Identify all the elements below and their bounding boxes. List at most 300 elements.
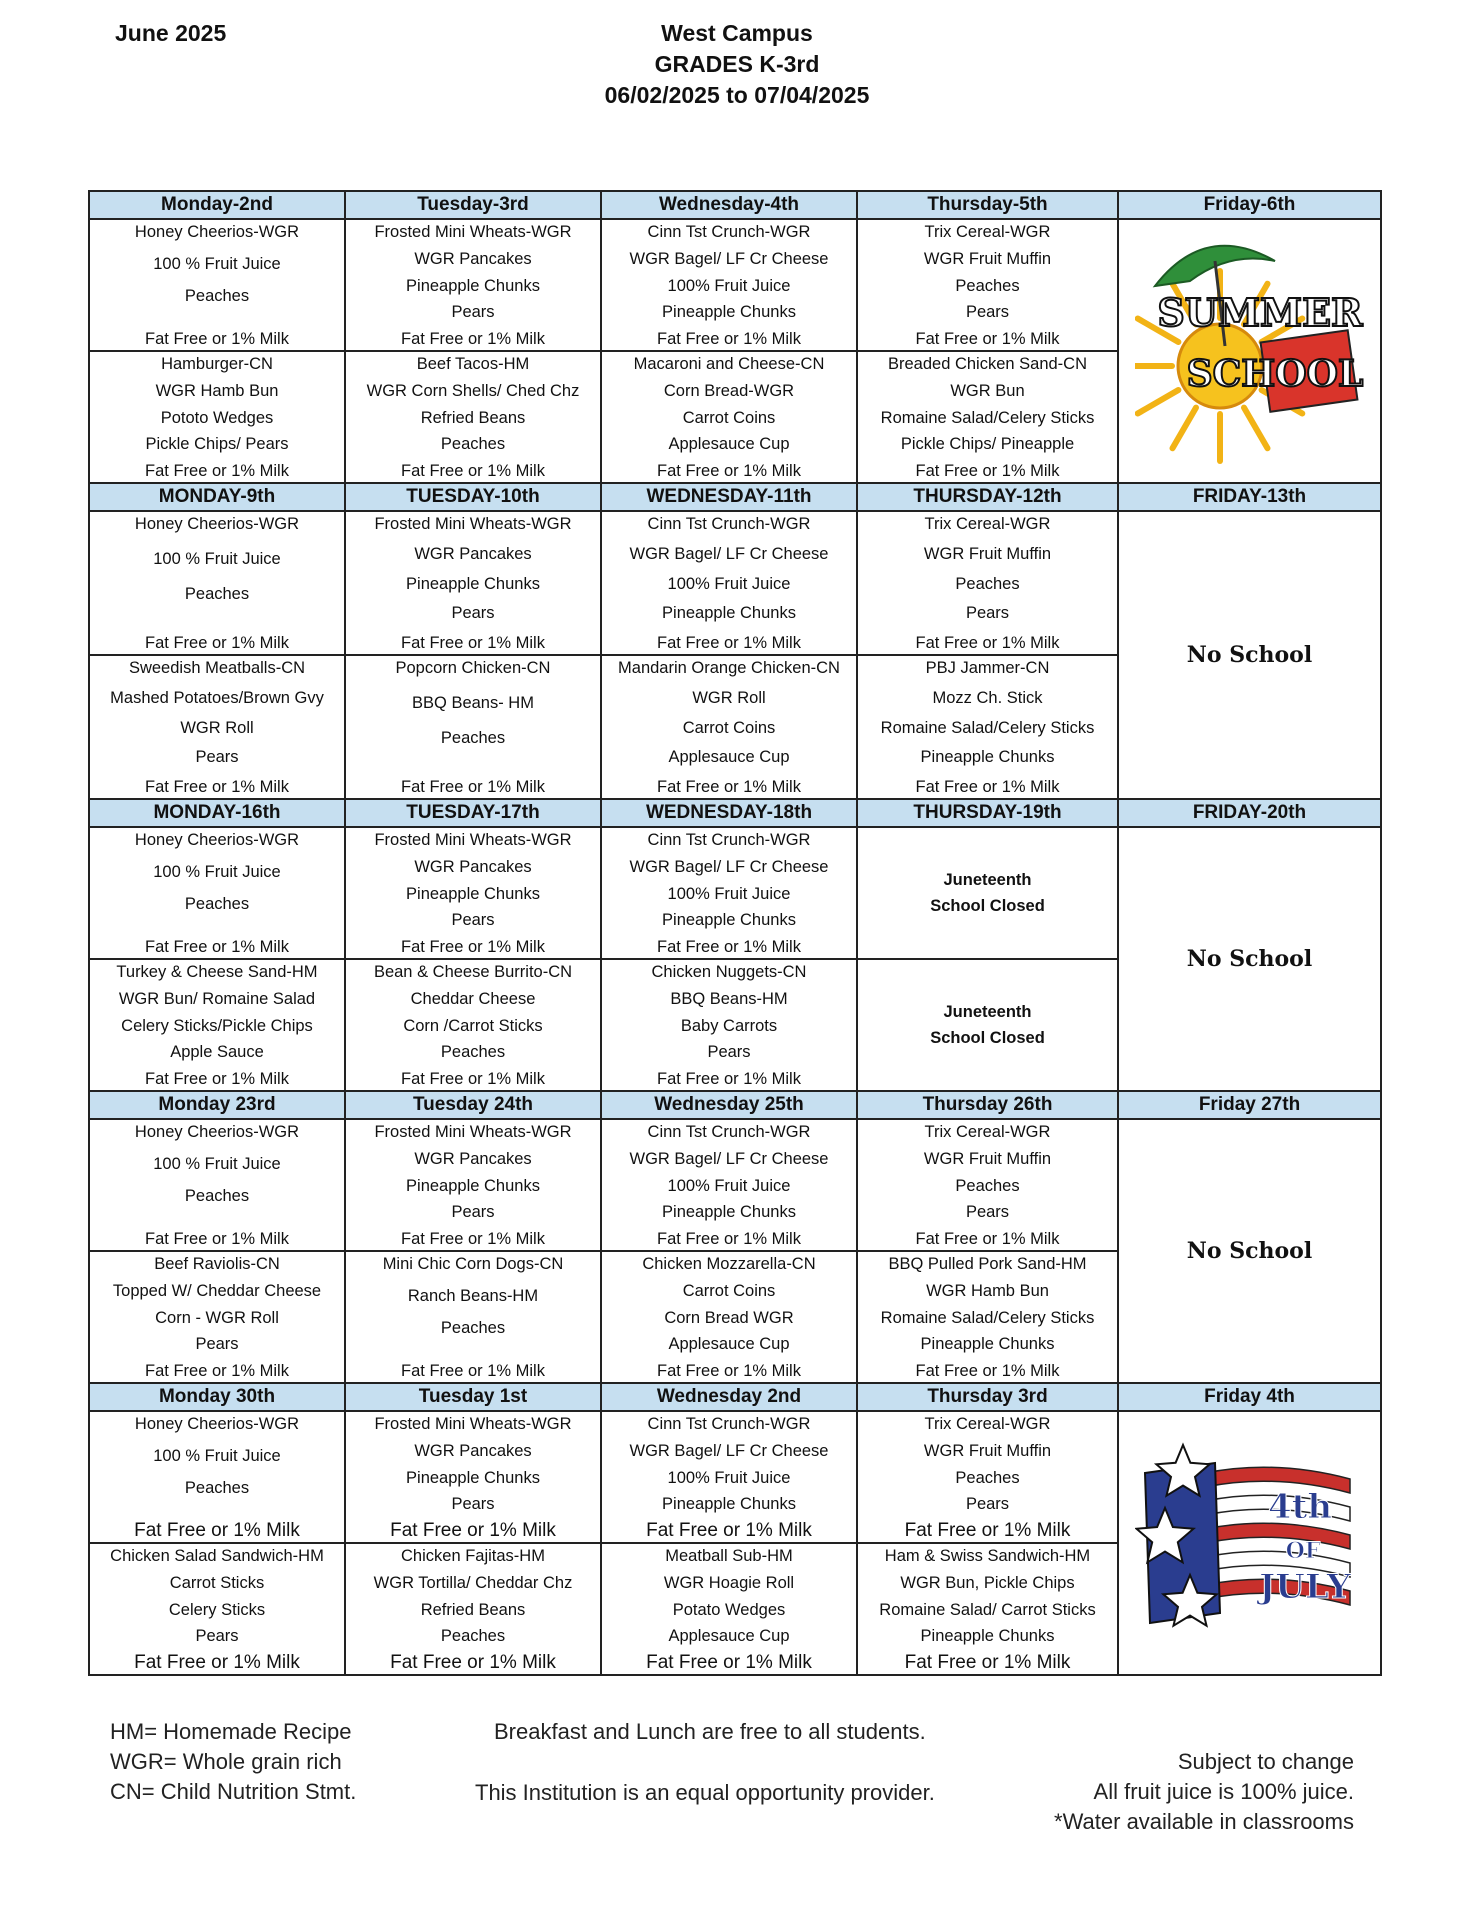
closed-line: School Closed	[930, 1029, 1045, 1047]
menu-item: 100 % Fruit Juice	[153, 549, 281, 568]
menu-item: Peaches	[440, 1318, 506, 1337]
menu-item: Pears	[707, 1043, 751, 1062]
breakfast-items	[346, 220, 600, 350]
closed-notice	[858, 828, 1117, 958]
day-header: MONDAY-16th	[89, 799, 345, 827]
milk-item: Fat Free or 1% Milk	[657, 778, 801, 796]
menu-item: Peaches	[440, 1627, 506, 1646]
breakfast-cell	[857, 1411, 1118, 1543]
week-header-row	[89, 483, 1381, 511]
milk-item: Fat Free or 1% Milk	[657, 938, 801, 956]
menu-item: Beef Raviolis-CN	[154, 1255, 280, 1273]
milk-item: Fat Free or 1% Milk	[145, 1070, 289, 1088]
menu-item: Pears	[965, 1203, 1010, 1222]
fourth-text: 4th	[1267, 1487, 1332, 1527]
lunch-cell	[89, 655, 345, 799]
menu-item: Corn /Carrot Sticks	[403, 1016, 543, 1035]
milk-item: Fat Free or 1% Milk	[915, 462, 1060, 480]
milk-item: Fat Free or 1% Milk	[657, 462, 801, 480]
menu-item: Cinn Tst Crunch-WGR	[647, 1415, 811, 1433]
note-subject-to-change: Subject to change	[1177, 1749, 1354, 1774]
closed-line: Juneteenth	[943, 871, 1032, 889]
menu-item: WGR Bagel/ LF Cr Cheese	[629, 857, 829, 876]
friday-header: Friday-6th	[1118, 191, 1381, 219]
menu-item: Corn Bread-WGR	[663, 381, 795, 400]
menu-item: BBQ Pulled Pork Sand-HM	[888, 1255, 1087, 1273]
menu-item: Pineapple Chunks	[406, 574, 540, 593]
lunch-cell	[345, 959, 601, 1091]
menu-item: Peaches	[955, 276, 1020, 295]
menu-item: Pineapple Chunks	[920, 1627, 1055, 1646]
breakfast-cell	[345, 1411, 601, 1543]
breakfast-items	[90, 1120, 344, 1250]
page-header	[0, 18, 1474, 111]
breakfast-items	[90, 828, 344, 958]
menu-item: Peaches	[955, 1176, 1020, 1195]
lunch-cell	[601, 1251, 857, 1383]
menu-item: 100 % Fruit Juice	[153, 1154, 281, 1173]
breakfast-row	[89, 1119, 1381, 1251]
menu-item: Carrot Coins	[682, 718, 776, 737]
breakfast-cell	[345, 827, 601, 959]
menu-item: Celery Sticks	[168, 1600, 266, 1619]
lunch-items	[602, 960, 856, 1090]
menu-item: Peaches	[955, 1468, 1020, 1487]
breakfast-cell	[857, 219, 1118, 351]
menu-item: Frosted Mini Wheats-WGR	[374, 831, 572, 849]
menu-item: Pears	[965, 303, 1010, 322]
menu-item: 100 % Fruit Juice	[153, 1446, 281, 1465]
menu-item: Pineapple Chunks	[662, 604, 796, 623]
breakfast-cell	[89, 511, 345, 655]
fourth-of-july-illustration	[1135, 1433, 1365, 1653]
menu-item: Pineapple Chunks	[662, 1495, 796, 1514]
friday-header: FRIDAY-20th	[1118, 799, 1381, 827]
week-header-row	[89, 1091, 1381, 1119]
lunch-items	[602, 352, 856, 482]
summer-school-illustration	[1135, 226, 1365, 476]
menu-item: Cinn Tst Crunch-WGR	[647, 223, 811, 241]
breakfast-items	[858, 220, 1117, 350]
milk-item: Fat Free or 1% Milk	[145, 330, 289, 348]
breakfast-cell	[601, 511, 857, 655]
menu-item: Pineapple Chunks	[662, 1203, 796, 1222]
menu-item: Hamburger-CN	[161, 355, 273, 373]
menu-item: Trix Cereal-WGR	[924, 515, 1051, 533]
menu-item: Trix Cereal-WGR	[924, 1123, 1051, 1141]
menu-item: Pears	[965, 1495, 1010, 1514]
menu-item: Mozz Ch. Stick	[932, 688, 1043, 707]
menu-item: Pears	[965, 604, 1010, 623]
breakfast-items	[346, 512, 600, 654]
lunch-items	[858, 1544, 1117, 1674]
week-header-row	[89, 799, 1381, 827]
menu-item: Peaches	[440, 728, 506, 747]
menu-item: Carrot Coins	[682, 1281, 776, 1300]
menu-item: Honey Cheerios-WGR	[134, 1123, 300, 1141]
breakfast-cell	[345, 1119, 601, 1251]
milk-item: Fat Free or 1% Milk	[401, 938, 545, 956]
month-label: June 2025	[115, 20, 227, 46]
day-header: TUESDAY-10th	[345, 483, 601, 511]
menu-item: WGR Bagel/ LF Cr Cheese	[629, 544, 829, 563]
breakfast-cell	[601, 1119, 857, 1251]
menu-item: Peaches	[955, 574, 1020, 593]
menu-item: Peaches	[184, 286, 250, 305]
menu-item: Bean & Cheese Burrito-CN	[373, 963, 573, 981]
milk-item: Fat Free or 1% Milk	[390, 1520, 556, 1541]
day-header: Tuesday 24th	[345, 1091, 601, 1119]
milk-item: Fat Free or 1% Milk	[646, 1520, 812, 1541]
milk-item: Fat Free or 1% Milk	[915, 330, 1060, 348]
lunch-items	[90, 1544, 344, 1674]
menu-item: WGR Pancakes	[414, 1441, 532, 1460]
menu-item: Pineapple Chunks	[406, 884, 540, 903]
menu-item: Chicken Nuggets-CN	[651, 963, 807, 981]
lunch-items	[346, 352, 600, 482]
menu-item: Mandarin Orange Chicken-CN	[618, 659, 840, 677]
menu-item: Celery Sticks/Pickle Chips	[121, 1016, 313, 1035]
breakfast-items	[90, 1412, 344, 1542]
milk-item: Fat Free or 1% Milk	[401, 778, 545, 796]
day-header: THURSDAY-19th	[857, 799, 1118, 827]
menu-item: Trix Cereal-WGR	[924, 1415, 1051, 1433]
menu-item: Honey Cheerios-WGR	[134, 515, 300, 533]
day-header: THURSDAY-12th	[857, 483, 1118, 511]
breakfast-cell	[89, 1411, 345, 1543]
breakfast-cell	[601, 827, 857, 959]
lunch-cell	[601, 655, 857, 799]
lunch-items	[602, 1252, 856, 1382]
menu-item: Peaches	[184, 894, 250, 913]
breakfast-cell	[601, 219, 857, 351]
friday-cell	[1118, 219, 1381, 483]
day-header: Thursday 26th	[857, 1091, 1118, 1119]
menu-item: Cinn Tst Crunch-WGR	[647, 1123, 811, 1141]
milk-item: Fat Free or 1% Milk	[145, 1230, 289, 1248]
lunch-cell	[857, 655, 1118, 799]
day-header: Wednesday 2nd	[601, 1383, 857, 1411]
menu-item: Trix Cereal-WGR	[924, 223, 1051, 241]
closed-line: Juneteenth	[943, 1003, 1032, 1021]
closed-line: School Closed	[930, 897, 1045, 915]
menu-item: Honey Cheerios-WGR	[134, 1415, 300, 1433]
menu-item: BBQ Beans-HM	[670, 989, 788, 1008]
milk-item: Fat Free or 1% Milk	[646, 1652, 812, 1673]
menu-item: Pears	[451, 1495, 495, 1514]
lunch-items	[90, 1252, 344, 1382]
menu-item: Romaine Salad/Celery Sticks	[880, 408, 1095, 427]
day-header: Thursday-5th	[857, 191, 1118, 219]
lunch-cell	[345, 655, 601, 799]
breakfast-cell	[89, 827, 345, 959]
friday-header: Friday 27th	[1118, 1091, 1381, 1119]
milk-item: Fat Free or 1% Milk	[657, 634, 801, 652]
lunch-items	[346, 1252, 600, 1382]
menu-item: Apple Sauce	[170, 1043, 264, 1062]
menu-item: Corn - WGR Roll	[155, 1308, 279, 1327]
menu-item: Potato Wedges	[672, 1600, 786, 1619]
menu-item: Macaroni and Cheese-CN	[633, 355, 825, 373]
milk-item: Fat Free or 1% Milk	[915, 1230, 1060, 1248]
week-header-row	[89, 1383, 1381, 1411]
milk-item: Fat Free or 1% Milk	[145, 778, 289, 796]
legend-wgr: WGR= Whole grain rich	[110, 1749, 342, 1774]
menu-item: Turkey & Cheese Sand-HM	[116, 963, 318, 981]
milk-item: Fat Free or 1% Milk	[145, 938, 289, 956]
lunch-cell	[89, 959, 345, 1091]
menu-item: Carrot Sticks	[169, 1573, 265, 1592]
no-school-label: No School	[1186, 642, 1313, 668]
menu-item: Romaine Salad/ Carrot Sticks	[879, 1600, 1096, 1619]
closed-cell	[857, 959, 1118, 1091]
menu-item: Applesauce Cup	[668, 1335, 790, 1354]
menu-item: WGR Roll	[180, 718, 254, 737]
menu-item: Pineapple Chunks	[662, 303, 796, 322]
menu-item: Meatball Sub-HM	[665, 1547, 793, 1565]
menu-item: Cheddar Cheese	[410, 989, 536, 1008]
menu-table	[88, 190, 1382, 1676]
notes	[1054, 1747, 1354, 1837]
milk-item: Fat Free or 1% Milk	[134, 1520, 300, 1541]
menu-item: Peaches	[184, 584, 250, 603]
lunch-items	[90, 960, 344, 1090]
no-school-label: No School	[1186, 946, 1313, 972]
menu-item: 100% Fruit Juice	[667, 574, 791, 593]
july-text: JULY	[1258, 1567, 1351, 1607]
menu-item: Refried Beans	[420, 1600, 526, 1619]
menu-item: Mini Chic Corn Dogs-CN	[382, 1255, 564, 1273]
lunch-cell	[345, 1543, 601, 1675]
breakfast-cell	[601, 1411, 857, 1543]
note-fruit-juice: All fruit juice is 100% juice.	[1093, 1779, 1354, 1804]
menu-item: Pineapple Chunks	[662, 911, 796, 930]
friday-cell	[1118, 511, 1381, 799]
menu-item: Mashed Potatoes/Brown Gvy	[110, 688, 324, 707]
menu-item: 100% Fruit Juice	[667, 276, 791, 295]
menu-item: Peaches	[184, 1186, 250, 1205]
menu-item: Topped W/ Cheddar Cheese	[112, 1281, 322, 1300]
breakfast-items	[602, 828, 856, 958]
day-header: Tuesday 1st	[345, 1383, 601, 1411]
menu-item: Breaded Chicken Sand-CN	[887, 355, 1088, 373]
day-header: Monday 23rd	[89, 1091, 345, 1119]
menu-item: Ham & Swiss Sandwich-HM	[884, 1547, 1091, 1565]
lunch-cell	[601, 959, 857, 1091]
menu-item: 100 % Fruit Juice	[153, 862, 281, 881]
day-header: MONDAY-9th	[89, 483, 345, 511]
day-header: WEDNESDAY-11th	[601, 483, 857, 511]
breakfast-items	[602, 512, 856, 654]
milk-item: Fat Free or 1% Milk	[915, 1362, 1060, 1380]
milk-item: Fat Free or 1% Milk	[401, 634, 545, 652]
breakfast-cell	[345, 511, 601, 655]
milk-item: Fat Free or 1% Milk	[904, 1652, 1071, 1673]
menu-item: WGR Hamb Bun	[926, 1281, 1049, 1300]
menu-item: Pears	[451, 303, 495, 322]
menu-item: Pineapple Chunks	[406, 1176, 540, 1195]
menu-item: Pineapple Chunks	[920, 748, 1055, 767]
lunch-items	[346, 656, 600, 798]
menu-item: Romaine Salad/Celery Sticks	[880, 1308, 1095, 1327]
closed-notice	[858, 960, 1117, 1090]
milk-item: Fat Free or 1% Milk	[145, 634, 289, 652]
menu-item: WGR Hamb Bun	[155, 381, 279, 400]
lunch-items	[858, 1252, 1117, 1382]
menu-item: Pickle Chips/ Pineapple	[900, 435, 1075, 454]
breakfast-items	[90, 220, 344, 350]
menu-item: WGR Tortilla/ Cheddar Chz	[373, 1573, 573, 1592]
milk-item: Fat Free or 1% Milk	[390, 1652, 556, 1673]
breakfast-items	[858, 1120, 1117, 1250]
menu-item: Popcorn Chicken-CN	[395, 659, 551, 677]
grades-title: GRADES K-3rd	[654, 51, 820, 77]
breakfast-items	[858, 1412, 1117, 1542]
menu-item: 100% Fruit Juice	[667, 884, 791, 903]
milk-item: Fat Free or 1% Milk	[657, 1070, 801, 1088]
menu-item: WGR Bun	[950, 381, 1025, 400]
friday-cell	[1118, 1119, 1381, 1383]
breakfast-row	[89, 511, 1381, 655]
menu-item: Honey Cheerios-WGR	[134, 831, 300, 849]
day-header: Monday 30th	[89, 1383, 345, 1411]
lunch-items	[90, 352, 344, 482]
menu-item: Pears	[195, 1627, 239, 1646]
menu-item: Cinn Tst Crunch-WGR	[647, 831, 811, 849]
campus-title: West Campus	[661, 20, 813, 46]
breakfast-items	[90, 512, 344, 654]
day-header: WEDNESDAY-18th	[601, 799, 857, 827]
day-header: Wednesday-4th	[601, 191, 857, 219]
menu-item: Sweedish Meatballs-CN	[128, 659, 306, 677]
breakfast-items	[602, 1412, 856, 1542]
lunch-cell	[345, 351, 601, 483]
of-text: OF	[1285, 1538, 1320, 1564]
menu-item: Pears	[195, 748, 239, 767]
menu-item: 100% Fruit Juice	[667, 1176, 791, 1195]
menu-item: Romaine Salad/Celery Sticks	[880, 718, 1095, 737]
friday-cell	[1118, 827, 1381, 1091]
menu-item: WGR Bun/ Romaine Salad	[118, 989, 316, 1008]
legend	[110, 1717, 356, 1807]
day-header: Wednesday 25th	[601, 1091, 857, 1119]
summer-text: SUMMER	[1156, 290, 1363, 335]
friday-header: FRIDAY-13th	[1118, 483, 1381, 511]
menu-item: Ranch Beans-HM	[407, 1286, 539, 1305]
menu-item: Pears	[451, 604, 495, 623]
milk-item: Fat Free or 1% Milk	[915, 778, 1060, 796]
menu-item: Chicken Salad Sandwich-HM	[110, 1547, 324, 1565]
lunch-items	[602, 1544, 856, 1674]
menu-item: Pickle Chips/ Pears	[145, 435, 289, 454]
milk-item: Fat Free or 1% Milk	[401, 1362, 545, 1380]
breakfast-items	[346, 828, 600, 958]
menu-item: Peaches	[440, 435, 506, 454]
menu-item: WGR Pancakes	[414, 249, 532, 268]
menu-item: Frosted Mini Wheats-WGR	[374, 1123, 572, 1141]
menu-item: WGR Fruit Muffin	[923, 1149, 1052, 1168]
school-text: SCHOOL	[1186, 353, 1363, 395]
menu-item: Pineapple Chunks	[406, 276, 540, 295]
menu-item: Peaches	[440, 1043, 506, 1062]
legend-hm: HM= Homemade Recipe	[110, 1719, 352, 1744]
day-header: Monday-2nd	[89, 191, 345, 219]
legend-cn: CN= Child Nutrition Stmt.	[110, 1779, 357, 1804]
menu-item: BBQ Beans- HM	[412, 693, 534, 712]
menu-item: 100 % Fruit Juice	[153, 254, 281, 273]
day-header: Thursday 3rd	[857, 1383, 1118, 1411]
menu-item: Pototo Wedges	[160, 408, 274, 427]
menu-item: Carrot Coins	[682, 408, 776, 427]
lunch-cell	[89, 1543, 345, 1675]
breakfast-row	[89, 827, 1381, 959]
menu-item: Cinn Tst Crunch-WGR	[647, 515, 811, 533]
menu-item: Honey Cheerios-WGR	[134, 223, 300, 241]
breakfast-cell	[857, 1119, 1118, 1251]
menu-item: WGR Fruit Muffin	[923, 249, 1052, 268]
lunch-items	[602, 656, 856, 798]
week-header-row	[89, 191, 1381, 219]
menu-item: Pears	[451, 1203, 495, 1222]
milk-item: Fat Free or 1% Milk	[401, 462, 545, 480]
menu-item: WGR Bun, Pickle Chips	[900, 1573, 1075, 1592]
date-range: 06/02/2025 to 07/04/2025	[604, 82, 870, 108]
menu-item: Corn Bread WGR	[664, 1308, 794, 1327]
breakfast-items	[858, 512, 1117, 654]
lunch-cell	[345, 1251, 601, 1383]
menu-item: WGR Fruit Muffin	[923, 544, 1052, 563]
menu-item: Refried Beans	[420, 408, 526, 427]
equal-opportunity-note: This Institution is an equal opportunity provider.	[475, 1780, 935, 1805]
lunch-cell	[857, 1543, 1118, 1675]
breakfast-items	[346, 1412, 600, 1542]
menu-item: Applesauce Cup	[668, 748, 790, 767]
menu-item: WGR Bagel/ LF Cr Cheese	[629, 1149, 829, 1168]
menu-item: WGR Corn Shells/ Ched Chz	[366, 381, 580, 400]
note-water: *Water available in classrooms	[1054, 1809, 1354, 1834]
day-header: TUESDAY-17th	[345, 799, 601, 827]
lunch-cell	[89, 351, 345, 483]
lunch-items	[858, 656, 1117, 798]
menu-item: 100% Fruit Juice	[667, 1468, 791, 1487]
menu-item: Chicken Mozzarella-CN	[642, 1255, 816, 1273]
no-school-label: No School	[1186, 1238, 1313, 1264]
milk-item: Fat Free or 1% Milk	[145, 462, 289, 480]
friday-header: Friday 4th	[1118, 1383, 1381, 1411]
menu-item: WGR Pancakes	[414, 1149, 532, 1168]
breakfast-cell	[89, 1119, 345, 1251]
menu-item: Frosted Mini Wheats-WGR	[374, 223, 572, 241]
breakfast-row	[89, 1411, 1381, 1543]
lunch-items	[858, 352, 1117, 482]
milk-item: Fat Free or 1% Milk	[401, 1230, 545, 1248]
menu-item: Applesauce Cup	[668, 435, 790, 454]
lunch-items	[90, 656, 344, 798]
menu-item: WGR Hoagie Roll	[663, 1573, 795, 1592]
breakfast-cell	[89, 219, 345, 351]
milk-item: Fat Free or 1% Milk	[145, 1362, 289, 1380]
menu-item: Frosted Mini Wheats-WGR	[374, 1415, 572, 1433]
lunch-cell	[601, 351, 857, 483]
breakfast-items	[346, 1120, 600, 1250]
milk-item: Fat Free or 1% Milk	[657, 1230, 801, 1248]
milk-item: Fat Free or 1% Milk	[401, 1070, 545, 1088]
menu-item: Pineapple Chunks	[920, 1335, 1055, 1354]
menu-item: Pineapple Chunks	[406, 1468, 540, 1487]
milk-item: Fat Free or 1% Milk	[904, 1520, 1071, 1541]
breakfast-row	[89, 219, 1381, 351]
breakfast-items	[602, 1120, 856, 1250]
